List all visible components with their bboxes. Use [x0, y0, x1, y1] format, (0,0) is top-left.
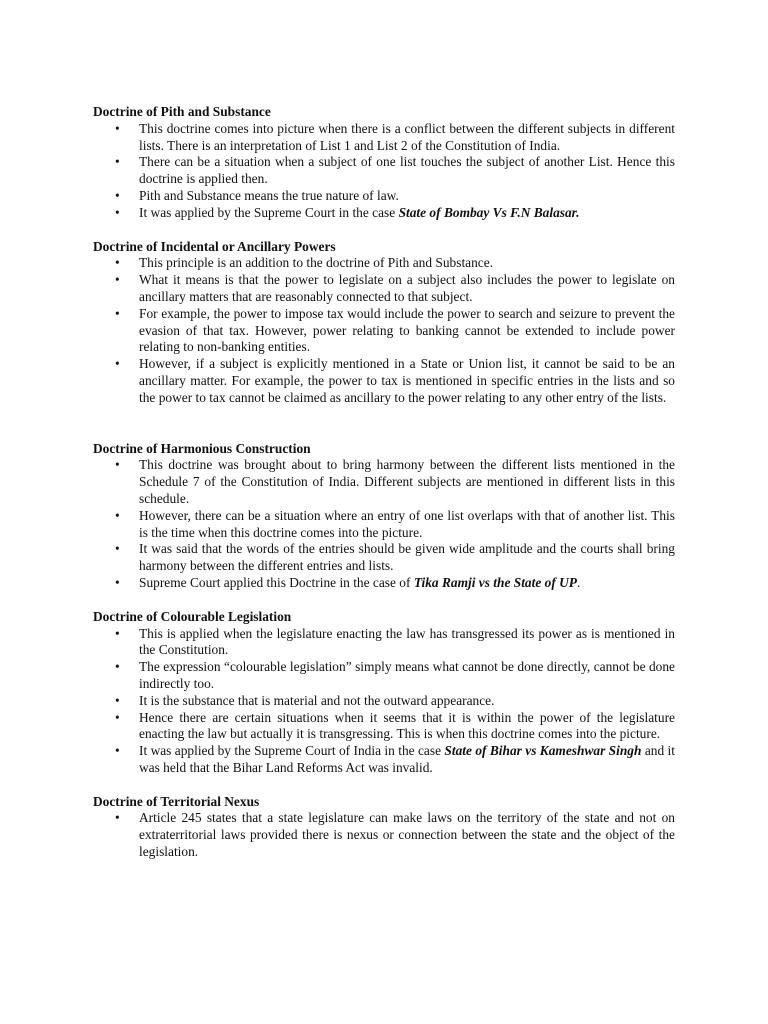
- list-item: • For example, the power to impose tax would include the power to search and seizure to prevent the evasion of that tax. However, power relating to banking cannot be extended to include power relating to non-banking entities.: [93, 306, 675, 356]
- list-item: • However, if a subject is explicitly mentioned in a State or Union list, it cannot be said to be an ancillary matter. For example, the power to tax is mentioned in specific entries in the lists and so the power to tax cannot be claimed as ancillary to the power relating to any other entry of the lists.: [93, 356, 675, 406]
- bullet-list: [93, 810, 675, 860]
- case-name: Tika Ramji vs the State of UP: [413, 574, 577, 590]
- list-item: • This is applied when the legislature enacting the law has transgressed its power as is mentioned in the Constitution.: [93, 626, 675, 660]
- case-name: State of Bombay Vs F.N Balasar.: [398, 204, 580, 220]
- list-item-text: It was applied by the Supreme Court of India in the case: [139, 743, 445, 759]
- list-item: • Pith and Substance means the true nature of law.: [93, 188, 675, 205]
- list-item: [93, 205, 675, 222]
- bullet-list: [93, 255, 675, 406]
- list-item: • This principle is an addition to the doctrine of Pith and Substance.: [93, 255, 675, 272]
- section-heading: Doctrine of Incidental or Ancillary Powers: [93, 238, 336, 254]
- list-item: [93, 575, 675, 592]
- list-item-text: and it was held that the Bihar Land Reforms Act was invalid.: [139, 743, 675, 775]
- section-territorial-nexus: [93, 794, 675, 861]
- list-item: • What it means is that the power to legislate on a subject also includes the power to legislate on ancillary matters that are reasonably connected to that subject.: [93, 272, 675, 306]
- bullet-list: [93, 457, 675, 591]
- section-incidental-ancillary-powers: [93, 239, 675, 407]
- list-item: • This doctrine comes into picture when there is a conflict between the different subjects in different lists. There is an interpretation of List 1 and List 2 of the Constitution of India.: [93, 121, 675, 155]
- list-item: • Hence there are certain situations when it seems that it is within the power of the legislature enacting the law but actually it is transgressing. This is when this doctrine comes into the picture.: [93, 710, 675, 744]
- section-heading: Doctrine of Harmonious Construction: [93, 440, 311, 456]
- list-item-text: It was applied by the Supreme Court in the case: [139, 204, 399, 220]
- list-item: • It is the substance that is material and not the outward appearance.: [93, 693, 675, 710]
- list-item: • It was said that the words of the entries should be given wide amplitude and the courts shall bring harmony between the different entries and lists.: [93, 541, 675, 575]
- list-item: • The expression “colourable legislation” simply means what cannot be done directly, cannot be done indirectly too.: [93, 659, 675, 693]
- case-name: State of Bihar vs Kameshwar Singh: [444, 743, 642, 759]
- list-item-text: Supreme Court applied this Doctrine in the case of: [139, 574, 414, 590]
- bullet-list: [93, 121, 675, 222]
- section-harmonious-construction: [93, 441, 675, 592]
- list-item: [93, 743, 675, 777]
- list-item: • Article 245 states that a state legislature can make laws on the territory of the state and not on extraterritorial laws provided there is nexus or connection between the state and the object of the legislation.: [93, 810, 675, 860]
- list-item: • This doctrine was brought about to bring harmony between the different lists mentioned in the Schedule 7 of the Constitution of India. Different subjects are mentioned in different lists in this schedule.: [93, 457, 675, 507]
- section-heading: Doctrine of Pith and Substance: [93, 104, 271, 119]
- list-item: • However, there can be a situation where an entry of one list overlaps with that of another list. This is the time when this doctrine comes into the picture.: [93, 508, 675, 542]
- list-item: • There can be a situation when a subject of one list touches the subject of another List. Hence this doctrine is applied then.: [93, 154, 675, 188]
- bullet-list: [93, 626, 675, 777]
- section-heading: Doctrine of Territorial Nexus: [93, 793, 260, 809]
- section-heading: Doctrine of Colourable Legislation: [93, 608, 292, 624]
- section-colourable-legislation: [93, 609, 675, 777]
- list-item-text: .: [576, 574, 581, 590]
- section-pith-and-substance: [93, 104, 675, 222]
